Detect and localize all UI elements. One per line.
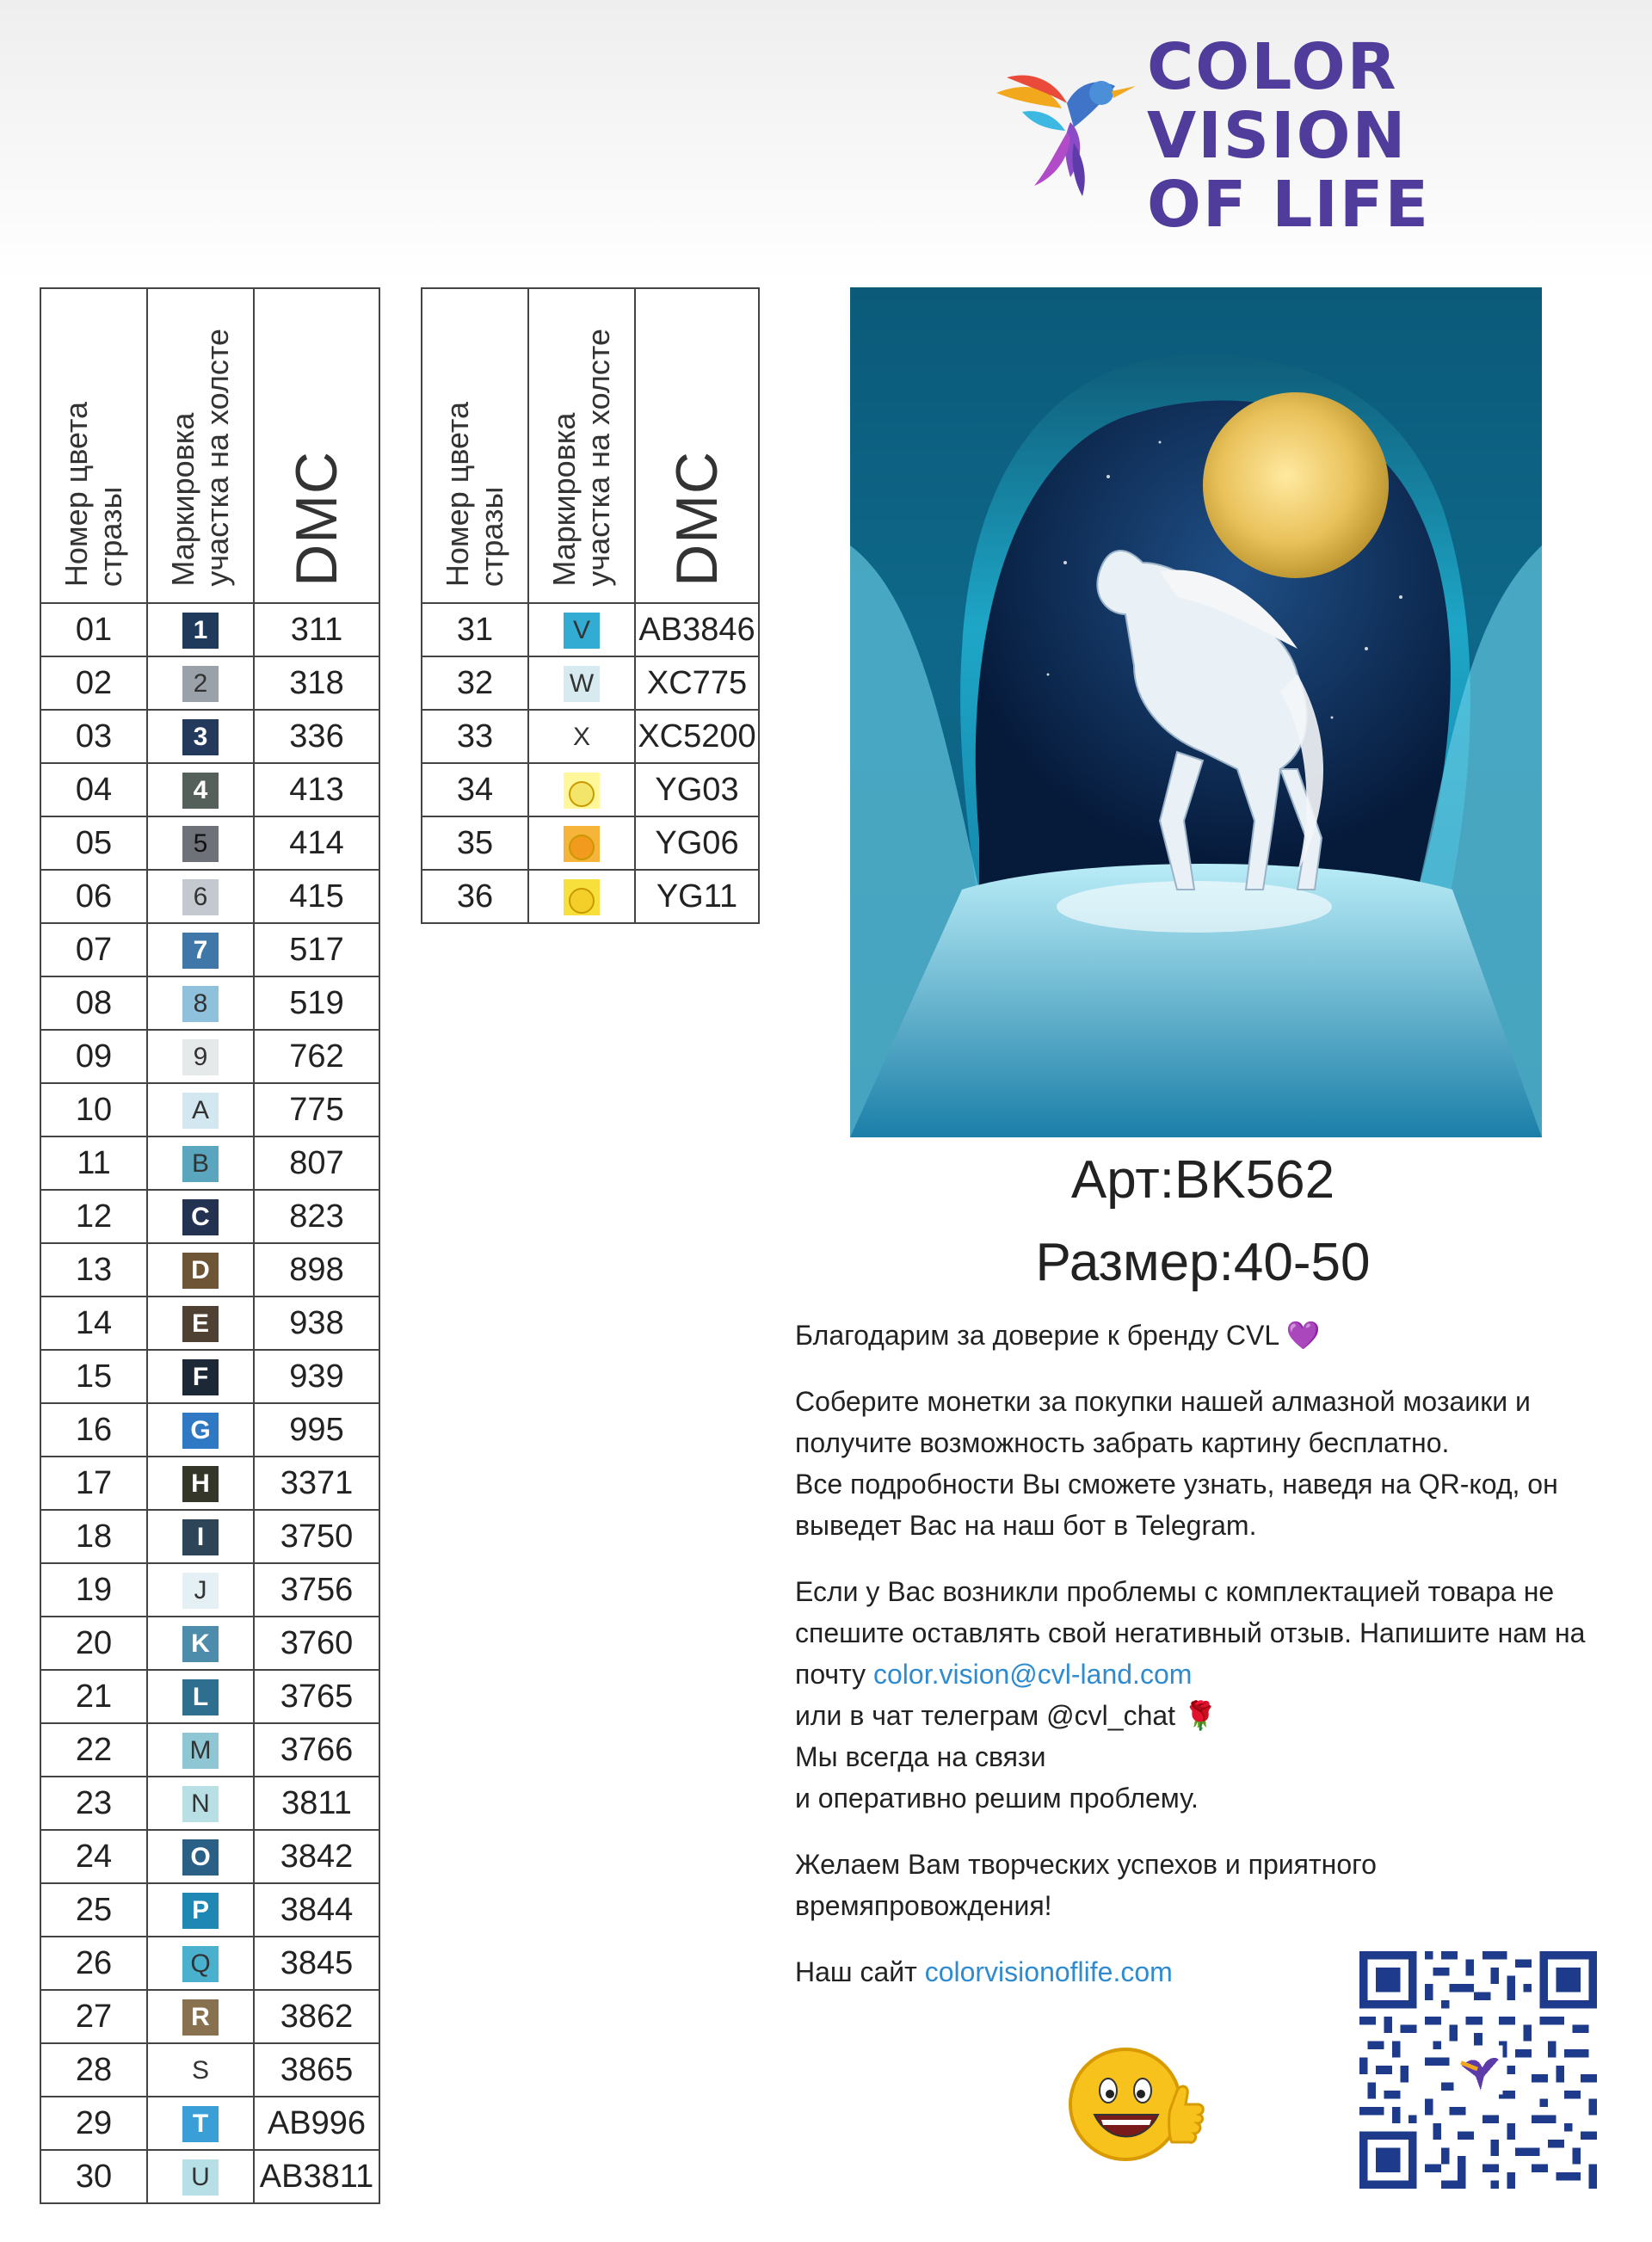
marking-symbol: L (182, 1679, 219, 1715)
marking-symbol: 5 (182, 826, 219, 862)
coins-text-2: Все подробности Вы сможете узнать, наведя на QR-код, он выведет Вас на наш бот в Telegram. (795, 1469, 1558, 1541)
marking-symbol: A (182, 1093, 219, 1129)
color-number: 03 (40, 710, 147, 763)
dmc-code: YG03 (635, 763, 759, 816)
legend-row (40, 1243, 379, 1297)
marking-symbol: G (182, 1413, 219, 1449)
color-number: 09 (40, 1030, 147, 1083)
marking-symbol: 7 (182, 933, 219, 969)
marking-cell (147, 976, 254, 1030)
dmc-code: 762 (254, 1030, 379, 1083)
circle-marking-icon (569, 781, 595, 807)
color-number: 14 (40, 1297, 147, 1350)
problem-paragraph (795, 1571, 1621, 1819)
legend-row (40, 1030, 379, 1083)
color-number: 31 (422, 603, 528, 656)
legend-row (40, 1883, 379, 1937)
brand-line-2: VISION (1147, 99, 1408, 173)
dmc-code: 3842 (254, 1830, 379, 1883)
marking-cell (147, 1617, 254, 1670)
color-number: 13 (40, 1243, 147, 1297)
header-dmc: DMC (635, 288, 759, 603)
marking-cell (147, 1136, 254, 1190)
dmc-code: 517 (254, 923, 379, 976)
color-number: 33 (422, 710, 528, 763)
legend-row (40, 1136, 379, 1190)
hummingbird-logo-icon (988, 48, 1143, 203)
color-number: 35 (422, 816, 528, 870)
header-marking: Маркировка участка на холсте (147, 288, 254, 603)
marking-symbol: N (182, 1786, 219, 1822)
marking-symbol: 9 (182, 1039, 219, 1075)
color-number: 20 (40, 1617, 147, 1670)
legend-row (40, 1563, 379, 1617)
marking-symbol: O (182, 1839, 219, 1876)
circle-marking-icon (569, 888, 595, 914)
marking-cell (147, 1297, 254, 1350)
marking-cell (147, 870, 254, 923)
legend-row (40, 710, 379, 763)
marking-symbol: R (182, 1999, 219, 2036)
dmc-code: 3756 (254, 1563, 379, 1617)
color-number: 08 (40, 976, 147, 1030)
legend-row (40, 923, 379, 976)
marking-cell (528, 870, 635, 923)
dmc-code: 995 (254, 1403, 379, 1457)
brand-logo (988, 30, 1435, 242)
marking-cell (147, 1190, 254, 1243)
color-number: 11 (40, 1136, 147, 1190)
color-number: 05 (40, 816, 147, 870)
header-color-number: Номер цвета стразы (422, 288, 528, 603)
legend-row (40, 603, 379, 656)
marking-cell (147, 1083, 254, 1136)
color-number: 27 (40, 1990, 147, 2043)
chat-text: или в чат телеграм @cvl_chat 🌹 (795, 1700, 1217, 1731)
legend-row (40, 656, 379, 710)
dmc-code: 939 (254, 1350, 379, 1403)
color-legend-table-left (40, 287, 380, 2204)
legend-row (40, 1990, 379, 2043)
site-label: Наш сайт (795, 1956, 917, 1987)
color-number: 32 (422, 656, 528, 710)
color-number: 12 (40, 1190, 147, 1243)
marking-cell (147, 1457, 254, 1510)
color-legend-table-right (421, 287, 760, 924)
legend-row (40, 2097, 379, 2150)
header-dmc: DMC (254, 288, 379, 603)
circle-marking-icon (569, 835, 595, 860)
color-number: 36 (422, 870, 528, 923)
marking-symbol: P (182, 1893, 219, 1929)
marking-symbol (564, 879, 600, 915)
legend-row (40, 816, 379, 870)
marking-cell (147, 1883, 254, 1937)
dmc-code: 3811 (254, 1777, 379, 1830)
legend-row (40, 1083, 379, 1136)
contact-text-2: и оперативно решим проблему. (795, 1783, 1199, 1814)
marking-cell (147, 1830, 254, 1883)
marking-cell (147, 603, 254, 656)
legend-row (40, 2043, 379, 2097)
marking-cell (147, 710, 254, 763)
dmc-code: AB996 (254, 2097, 379, 2150)
marking-symbol: W (564, 666, 600, 702)
dmc-code: 3844 (254, 1883, 379, 1937)
marking-cell (147, 1510, 254, 1563)
thanks-text: Благодарим за доверие к бренду CVL 💜 (795, 1320, 1321, 1351)
legend-row (422, 763, 759, 816)
dmc-code: 311 (254, 603, 379, 656)
legend-row (422, 816, 759, 870)
color-number: 18 (40, 1510, 147, 1563)
legend-row (40, 763, 379, 816)
dmc-code: 775 (254, 1083, 379, 1136)
color-number: 07 (40, 923, 147, 976)
marking-cell (528, 656, 635, 710)
marking-symbol: 2 (182, 666, 219, 702)
marking-symbol: M (182, 1733, 219, 1769)
dmc-code: 898 (254, 1243, 379, 1297)
marking-symbol: 8 (182, 986, 219, 1022)
header-marking: Маркировка участка на холсте (528, 288, 635, 603)
header-color-number: Номер цвета стразы (40, 288, 147, 603)
marking-symbol: 6 (182, 879, 219, 915)
color-number: 23 (40, 1777, 147, 1830)
dmc-code: 415 (254, 870, 379, 923)
marking-cell (147, 1670, 254, 1723)
legend-row (40, 2150, 379, 2203)
dmc-code: AB3846 (635, 603, 759, 656)
legend-row (40, 1510, 379, 1563)
color-number: 22 (40, 1723, 147, 1777)
color-number: 19 (40, 1563, 147, 1617)
brand-line-1: COLOR (1147, 30, 1398, 104)
marking-symbol: 1 (182, 613, 219, 649)
dmc-code: 3862 (254, 1990, 379, 2043)
email-link[interactable]: color.vision@cvl-land.com (873, 1659, 1193, 1690)
qr-code-icon[interactable] (1359, 1951, 1597, 2189)
artwork-image (850, 287, 1542, 1137)
marking-symbol: 4 (182, 773, 219, 809)
legend-row (40, 1723, 379, 1777)
dmc-code: 413 (254, 763, 379, 816)
marking-symbol: I (182, 1519, 219, 1555)
contact-text-1: Мы всегда на связи (795, 1741, 1046, 1772)
marking-cell (528, 816, 635, 870)
dmc-code: 3865 (254, 2043, 379, 2097)
problem-text: Если у Вас возникли проблемы с комплектацией товара не спешите оставлять свой негативный отзыв. Напишите нам на почту (795, 1576, 1586, 1690)
marking-cell (147, 1990, 254, 2043)
marking-cell (147, 1937, 254, 1990)
info-text (795, 1315, 1621, 2017)
marking-cell (147, 2097, 254, 2150)
marking-symbol: D (182, 1253, 219, 1289)
marking-symbol: X (564, 719, 600, 755)
size-label: Размер:40-50 (1035, 1233, 1371, 1292)
legend-row (40, 1297, 379, 1350)
dmc-code: 318 (254, 656, 379, 710)
marking-cell (147, 656, 254, 710)
marking-symbol: K (182, 1626, 219, 1662)
marking-symbol: H (182, 1466, 219, 1502)
color-number: 10 (40, 1083, 147, 1136)
marking-cell (528, 710, 635, 763)
thumbs-up-smiley-icon (1060, 2030, 1211, 2182)
color-number: 24 (40, 1830, 147, 1883)
color-number: 30 (40, 2150, 147, 2203)
legend-row (40, 1937, 379, 1990)
marking-cell (147, 2043, 254, 2097)
dmc-code: 3760 (254, 1617, 379, 1670)
marking-symbol: U (182, 2159, 219, 2196)
marking-cell (147, 1563, 254, 1617)
dmc-code: 336 (254, 710, 379, 763)
color-number: 06 (40, 870, 147, 923)
dmc-code: 3845 (254, 1937, 379, 1990)
legend-row (40, 1403, 379, 1457)
dmc-code: XC775 (635, 656, 759, 710)
color-number: 04 (40, 763, 147, 816)
dmc-code: 807 (254, 1136, 379, 1190)
marking-cell (147, 1243, 254, 1297)
legend-row (40, 1617, 379, 1670)
legend-row (422, 603, 759, 656)
marking-cell (147, 816, 254, 870)
color-number: 15 (40, 1350, 147, 1403)
marking-cell (528, 763, 635, 816)
brand-name (1147, 30, 1431, 242)
marking-cell (147, 2150, 254, 2203)
dmc-code: YG11 (635, 870, 759, 923)
legend-row (422, 656, 759, 710)
legend-row (40, 870, 379, 923)
legend-row (40, 976, 379, 1030)
marking-symbol: J (182, 1573, 219, 1609)
legend-row (40, 1350, 379, 1403)
marking-cell (147, 923, 254, 976)
color-number: 17 (40, 1457, 147, 1510)
color-number: 01 (40, 603, 147, 656)
legend-row (422, 710, 759, 763)
color-number: 26 (40, 1937, 147, 1990)
color-number: 28 (40, 2043, 147, 2097)
dmc-code: XC5200 (635, 710, 759, 763)
marking-symbol: B (182, 1146, 219, 1182)
marking-symbol: S (182, 2053, 219, 2089)
marking-cell (147, 1030, 254, 1083)
marking-symbol: F (182, 1359, 219, 1395)
dmc-code: 3765 (254, 1670, 379, 1723)
dmc-code: YG06 (635, 816, 759, 870)
color-number: 34 (422, 763, 528, 816)
legend-row (40, 1457, 379, 1510)
legend-row (40, 1190, 379, 1243)
marking-symbol (564, 826, 600, 862)
dmc-code: 3750 (254, 1510, 379, 1563)
coins-text-1: Соберите монетки за покупки нашей алмазной мозаики и получите возможность забрать картину бесплатно. (795, 1386, 1531, 1458)
color-number: 29 (40, 2097, 147, 2150)
marking-cell (147, 763, 254, 816)
legend-row (40, 1830, 379, 1883)
marking-symbol: T (182, 2106, 219, 2142)
site-link[interactable]: colorvisionoflife.com (924, 1956, 1173, 1987)
marking-symbol: 3 (182, 719, 219, 755)
coins-paragraph (795, 1381, 1621, 1546)
marking-symbol: E (182, 1306, 219, 1342)
dmc-code: 3766 (254, 1723, 379, 1777)
marking-cell (147, 1723, 254, 1777)
dmc-code: 938 (254, 1297, 379, 1350)
legend-row (40, 1777, 379, 1830)
marking-symbol: C (182, 1199, 219, 1235)
article-number: Арт:BK562 (1070, 1150, 1335, 1210)
color-number: 02 (40, 656, 147, 710)
marking-cell (147, 1777, 254, 1830)
color-number: 21 (40, 1670, 147, 1723)
dmc-code: 519 (254, 976, 379, 1030)
marking-symbol (564, 773, 600, 809)
brand-line-3: OF LIFE (1147, 168, 1431, 242)
dmc-code: 823 (254, 1190, 379, 1243)
legend-row (422, 870, 759, 923)
color-number: 25 (40, 1883, 147, 1937)
wish-text: Желаем Вам творческих успехов и приятного времяпровождения! (795, 1849, 1377, 1921)
color-number: 16 (40, 1403, 147, 1457)
marking-cell (147, 1403, 254, 1457)
dmc-code: AB3811 (254, 2150, 379, 2203)
dmc-code: 3371 (254, 1457, 379, 1510)
legend-row (40, 1670, 379, 1723)
marking-symbol: V (564, 613, 600, 649)
marking-symbol: Q (182, 1946, 219, 1982)
marking-cell (147, 1350, 254, 1403)
dmc-code: 414 (254, 816, 379, 870)
marking-cell (528, 603, 635, 656)
